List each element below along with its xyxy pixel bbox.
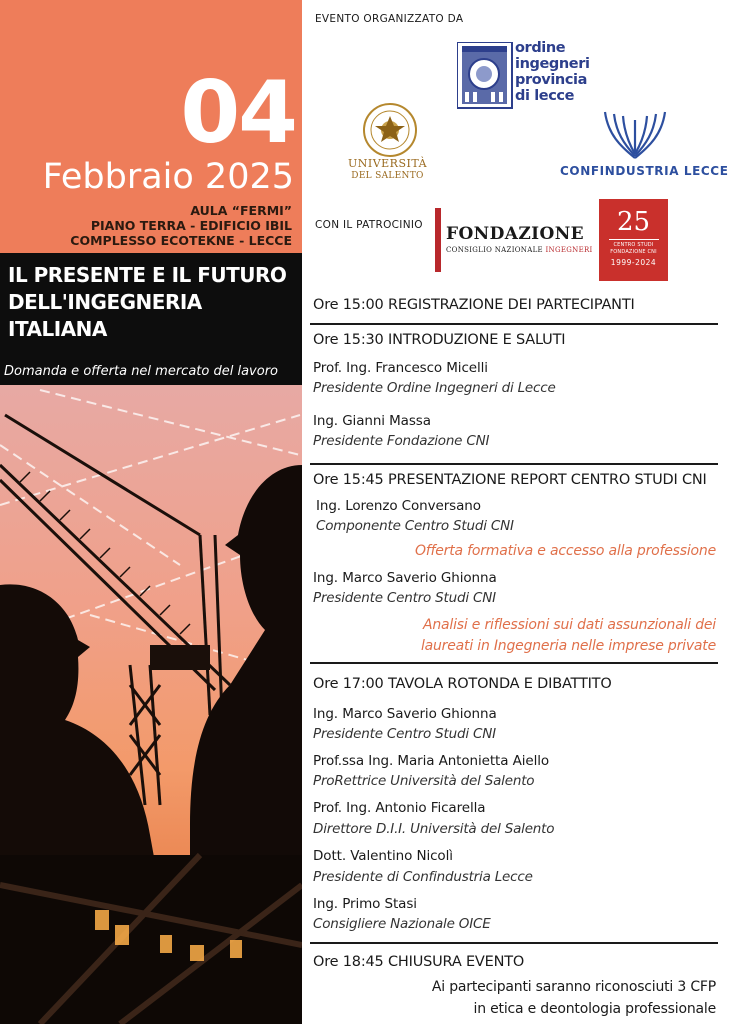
ordine-line: ordine [515, 40, 566, 56]
university-name [340, 158, 435, 182]
fondazione-subtitle [446, 246, 593, 254]
centro-years: 1999-2024 [610, 258, 657, 267]
ordine-ingegneri-text [515, 40, 590, 104]
topic-line: laureati in Ingegneria nelle imprese private [420, 638, 716, 654]
centro-line: CENTRO STUDI [613, 242, 654, 248]
centro-line: FONDAZIONE CNI [610, 249, 657, 255]
speaker-role: Presidente Centro Studi CNI [313, 590, 496, 606]
talk-topic [415, 541, 716, 562]
event-day: 04 [180, 63, 296, 163]
speaker-role: Presidente di Confindustria Lecce [313, 869, 533, 885]
confindustria-name: CONFINDUSTRIA LECCE [560, 164, 729, 178]
construction-photo [0, 385, 302, 1024]
speaker-role: Componente Centro Studi CNI [316, 518, 514, 534]
cfp-note [432, 976, 716, 1020]
speaker-role: Presidente Ordine Ingegneri di Lecce [313, 380, 556, 396]
speaker-role: Presidente Centro Studi CNI [313, 726, 496, 742]
ordine-line: di lecce [515, 88, 575, 104]
university-line: DEL SALENTO [351, 171, 424, 181]
session-registration [313, 297, 635, 313]
speaker-name: Prof. Ing. Antonio Ficarella [313, 800, 486, 816]
speaker-name: Ing. Primo Stasi [313, 896, 417, 912]
session-time: Ore 18:45 [313, 954, 384, 970]
title-line: DELL'INGEGNERIA ITALIANA [8, 290, 202, 341]
left-column [0, 0, 302, 1024]
session-title: CHIUSURA EVENTO [388, 954, 525, 970]
fondazione-sub-prefix: CONSIGLIO NAZIONALE [446, 246, 546, 254]
session-title: REGISTRAZIONE DEI PARTECIPANTI [388, 297, 635, 313]
speaker-name: Ing. Gianni Massa [313, 413, 431, 429]
topic-line: Offerta formativa e accesso alla professione [414, 543, 716, 559]
session-title: TAVOLA ROTONDA E DIBATTITO [388, 676, 612, 692]
ordine-line: provincia [515, 72, 587, 88]
title-line: IL PRESENTE E IL FUTURO [8, 263, 287, 287]
patronage-label: CON IL PATROCINIO [315, 219, 423, 231]
section-divider [310, 463, 718, 465]
session-time: Ore 15:45 [313, 472, 384, 488]
speaker-name: Ing. Marco Saverio Ghionna [313, 570, 497, 586]
session-time: Ore 17:00 [313, 676, 384, 692]
session-intro [313, 332, 565, 348]
ordine-line: ingegneri [515, 56, 590, 72]
session-title: PRESENTAZIONE REPORT CENTRO STUDI CNI [388, 472, 707, 488]
speaker-name: Dott. Valentino Nicolì [313, 848, 453, 864]
event-month-year: Febbraio 2025 [42, 157, 294, 197]
cfp-line: Ai partecipanti saranno riconosciuti 3 CFP [431, 979, 716, 995]
cfp-line: in etica e deontologia professionale [473, 1001, 716, 1017]
confindustria-eagle-icon [600, 106, 670, 162]
centro-number: 25 [616, 207, 651, 237]
session-report [313, 472, 707, 488]
venue-line: COMPLESSO ECOTEKNE - LECCE [70, 233, 292, 248]
event-venue [70, 203, 292, 248]
speaker-name: Ing. Marco Saverio Ghionna [313, 706, 497, 722]
fondazione-sub-highlight: INGEGNERI [545, 246, 593, 254]
speaker-role: ProRettrice Università del Salento [313, 773, 535, 789]
centro-divider [609, 239, 659, 240]
section-divider [310, 942, 718, 944]
centro-studi-25-logo [599, 199, 668, 281]
event-subtitle: Domanda e offerta nel mercato del lavoro [4, 364, 278, 379]
venue-line: PIANO TERRA - EDIFICIO IBIL [90, 218, 292, 233]
session-roundtable [313, 676, 612, 692]
university-line: UNIVERSITÀ [347, 157, 428, 170]
topic-line: Analisi e riflessioni sui dati assunzionali dei [422, 617, 716, 633]
section-divider [310, 662, 718, 664]
event-title [8, 262, 302, 343]
section-divider [310, 323, 718, 325]
organizer-label: EVENTO ORGANIZZATO DA [315, 13, 464, 25]
session-closing [313, 954, 524, 970]
fondazione-bar [435, 208, 441, 272]
speaker-name: Prof.ssa Ing. Maria Antonietta Aiello [313, 753, 550, 769]
talk-topic [421, 615, 716, 657]
speaker-role: Consigliere Nazionale OICE [313, 916, 491, 932]
session-time: Ore 15:00 [313, 297, 384, 313]
session-title: INTRODUZIONE E SALUTI [388, 332, 566, 348]
session-time: Ore 15:30 [313, 332, 384, 348]
speaker-role: Direttore D.I.I. Università del Salento [313, 821, 555, 837]
speaker-role: Presidente Fondazione CNI [313, 433, 490, 449]
venue-line: AULA “FERMI” [190, 203, 292, 218]
speaker-name: Ing. Lorenzo Conversano [316, 498, 481, 514]
speaker-name: Prof. Ing. Francesco Micelli [313, 360, 488, 376]
fondazione-title: FONDAZIONE [446, 224, 585, 244]
